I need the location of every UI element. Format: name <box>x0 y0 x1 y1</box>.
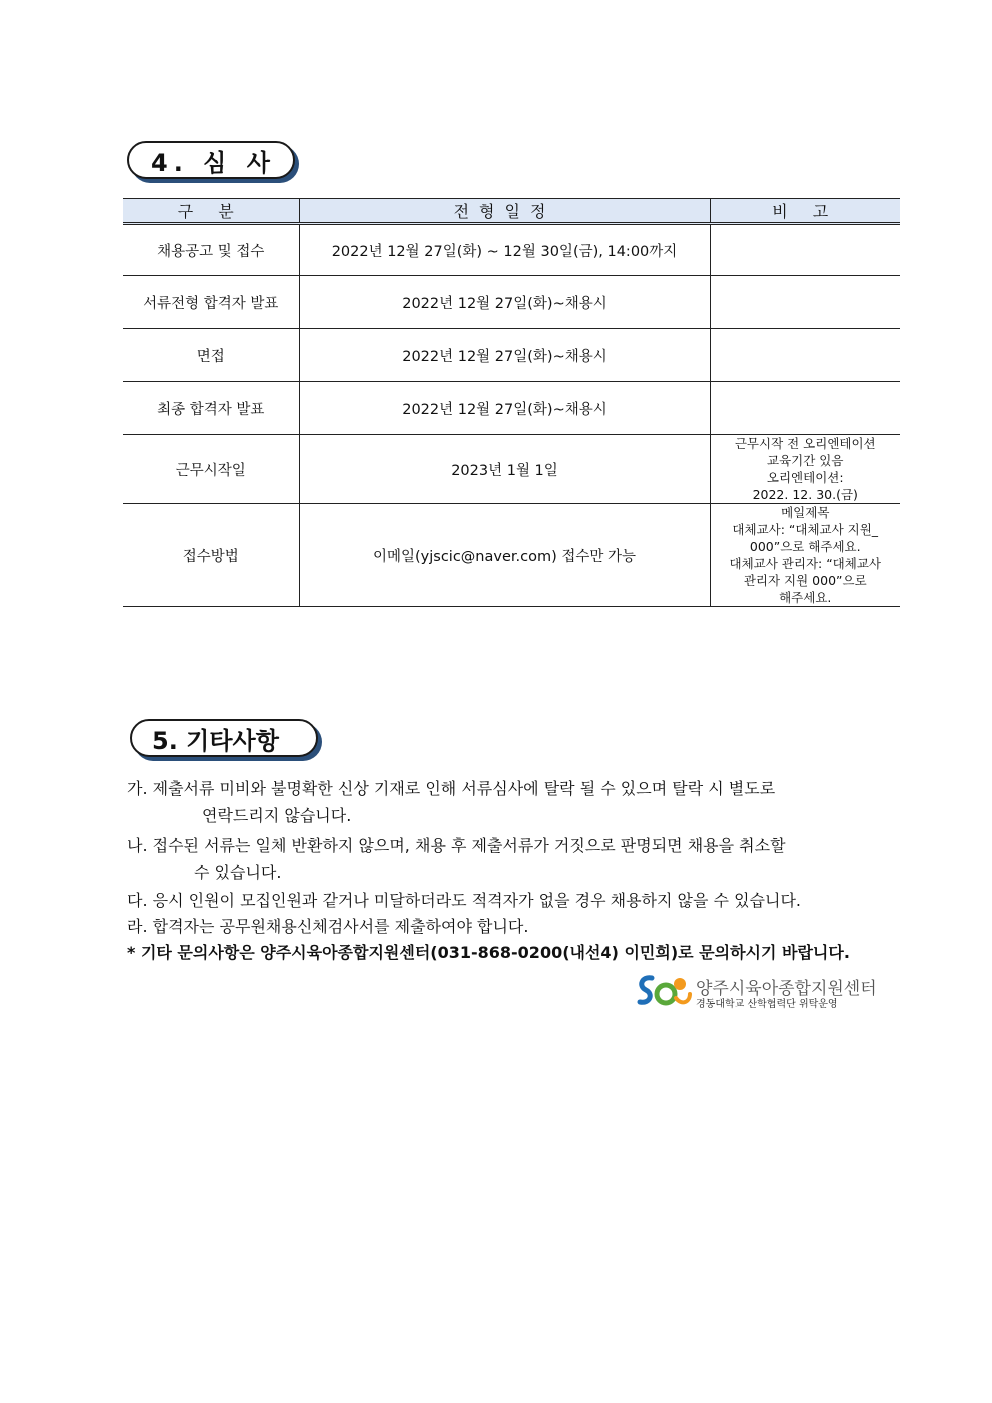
note-line: 대체교사: “대체교사 지원_ <box>732 522 879 537</box>
center-logo <box>636 972 876 1012</box>
header-category: 구 분 <box>123 199 299 224</box>
row-note <box>710 382 900 435</box>
note-line: 해주세요. <box>779 590 832 605</box>
table-row <box>123 224 900 276</box>
note-line: 근무시작 전 오리엔테이션 <box>734 436 876 451</box>
note-ra: 라. 합격자는 공무원채용신체검사서를 제출하여야 합니다. <box>127 917 529 936</box>
note-line: 관리자 지원 000”으로 <box>743 573 867 588</box>
row-schedule: 2022년 12월 27일(화)~채용시 <box>299 382 710 435</box>
section-4-title-text: 4. 심 사 <box>151 148 276 177</box>
schedule-table <box>123 198 900 607</box>
note-da: 다. 응시 인원이 모집인원과 같거나 미달하더라도 적격자가 없을 경우 채용하지 않을 수 있습니다. <box>127 891 801 910</box>
row-schedule: 2023년 1월 1일 <box>299 435 710 504</box>
header-schedule: 전형일정 <box>299 199 710 224</box>
row-note <box>710 276 900 329</box>
note-contact: * 기타 문의사항은 양주시육아종합지원센터(031-868-0200(내선4) 이민희)로 문의하시기 바랍니다. <box>127 943 850 962</box>
row-schedule: 2022년 12월 27일(화) ~ 12월 30일(금), 14:00까지 <box>299 224 710 276</box>
table-row <box>123 504 900 607</box>
header-note: 비 고 <box>710 199 900 224</box>
note-line: 오리엔테이션: <box>766 470 844 485</box>
row-category: 채용공고 및 접수 <box>123 224 299 276</box>
center-logo-icon <box>636 972 694 1010</box>
note-na-line2: 수 있습니다. <box>194 863 282 882</box>
row-category: 최종 합격자 발표 <box>123 382 299 435</box>
section-5-title <box>130 719 318 757</box>
note-ga-line1: 가. 제출서류 미비와 불명확한 신상 기재로 인해 서류심사에 탈락 될 수 있으며 탈락 시 별도로 <box>127 779 776 798</box>
row-note <box>710 435 900 504</box>
table-row <box>123 435 900 504</box>
table-row <box>123 382 900 435</box>
row-category: 근무시작일 <box>123 435 299 504</box>
note-line: 대체교사 관리자: “대체교사 <box>729 556 881 571</box>
note-line: 교육기간 있음 <box>767 453 844 468</box>
table-row <box>123 276 900 329</box>
note-ga-line2: 연락드리지 않습니다. <box>202 806 352 825</box>
note-line: 000”으로 해주세요. <box>749 539 861 554</box>
table-header-row <box>123 199 900 224</box>
center-logo-name: 양주시육아종합지원센터 <box>696 979 877 999</box>
row-schedule: 2022년 12월 27일(화)~채용시 <box>299 276 710 329</box>
table-row <box>123 329 900 382</box>
note-line: 메일제목 <box>781 505 830 520</box>
row-category: 접수방법 <box>123 504 299 607</box>
section-4-title <box>127 141 295 179</box>
row-note <box>710 504 900 607</box>
note-line: 2022. 12. 30.(금) <box>752 487 858 502</box>
section-5-title-text: 5. 기타사항 <box>152 726 279 755</box>
center-logo-subtitle: 경동대학교 산학협력단 위탁운영 <box>696 999 838 1010</box>
row-schedule: 2022년 12월 27일(화)~채용시 <box>299 329 710 382</box>
row-schedule: 이메일(yjscic@naver.com) 접수만 가능 <box>299 504 710 607</box>
note-na-line1: 나. 접수된 서류는 일체 반환하지 않으며, 채용 후 제출서류가 거짓으로 판명되면 채용을 취소할 <box>127 836 786 855</box>
row-note <box>710 329 900 382</box>
row-note <box>710 224 900 276</box>
row-category: 서류전형 합격자 발표 <box>123 276 299 329</box>
row-category: 면접 <box>123 329 299 382</box>
